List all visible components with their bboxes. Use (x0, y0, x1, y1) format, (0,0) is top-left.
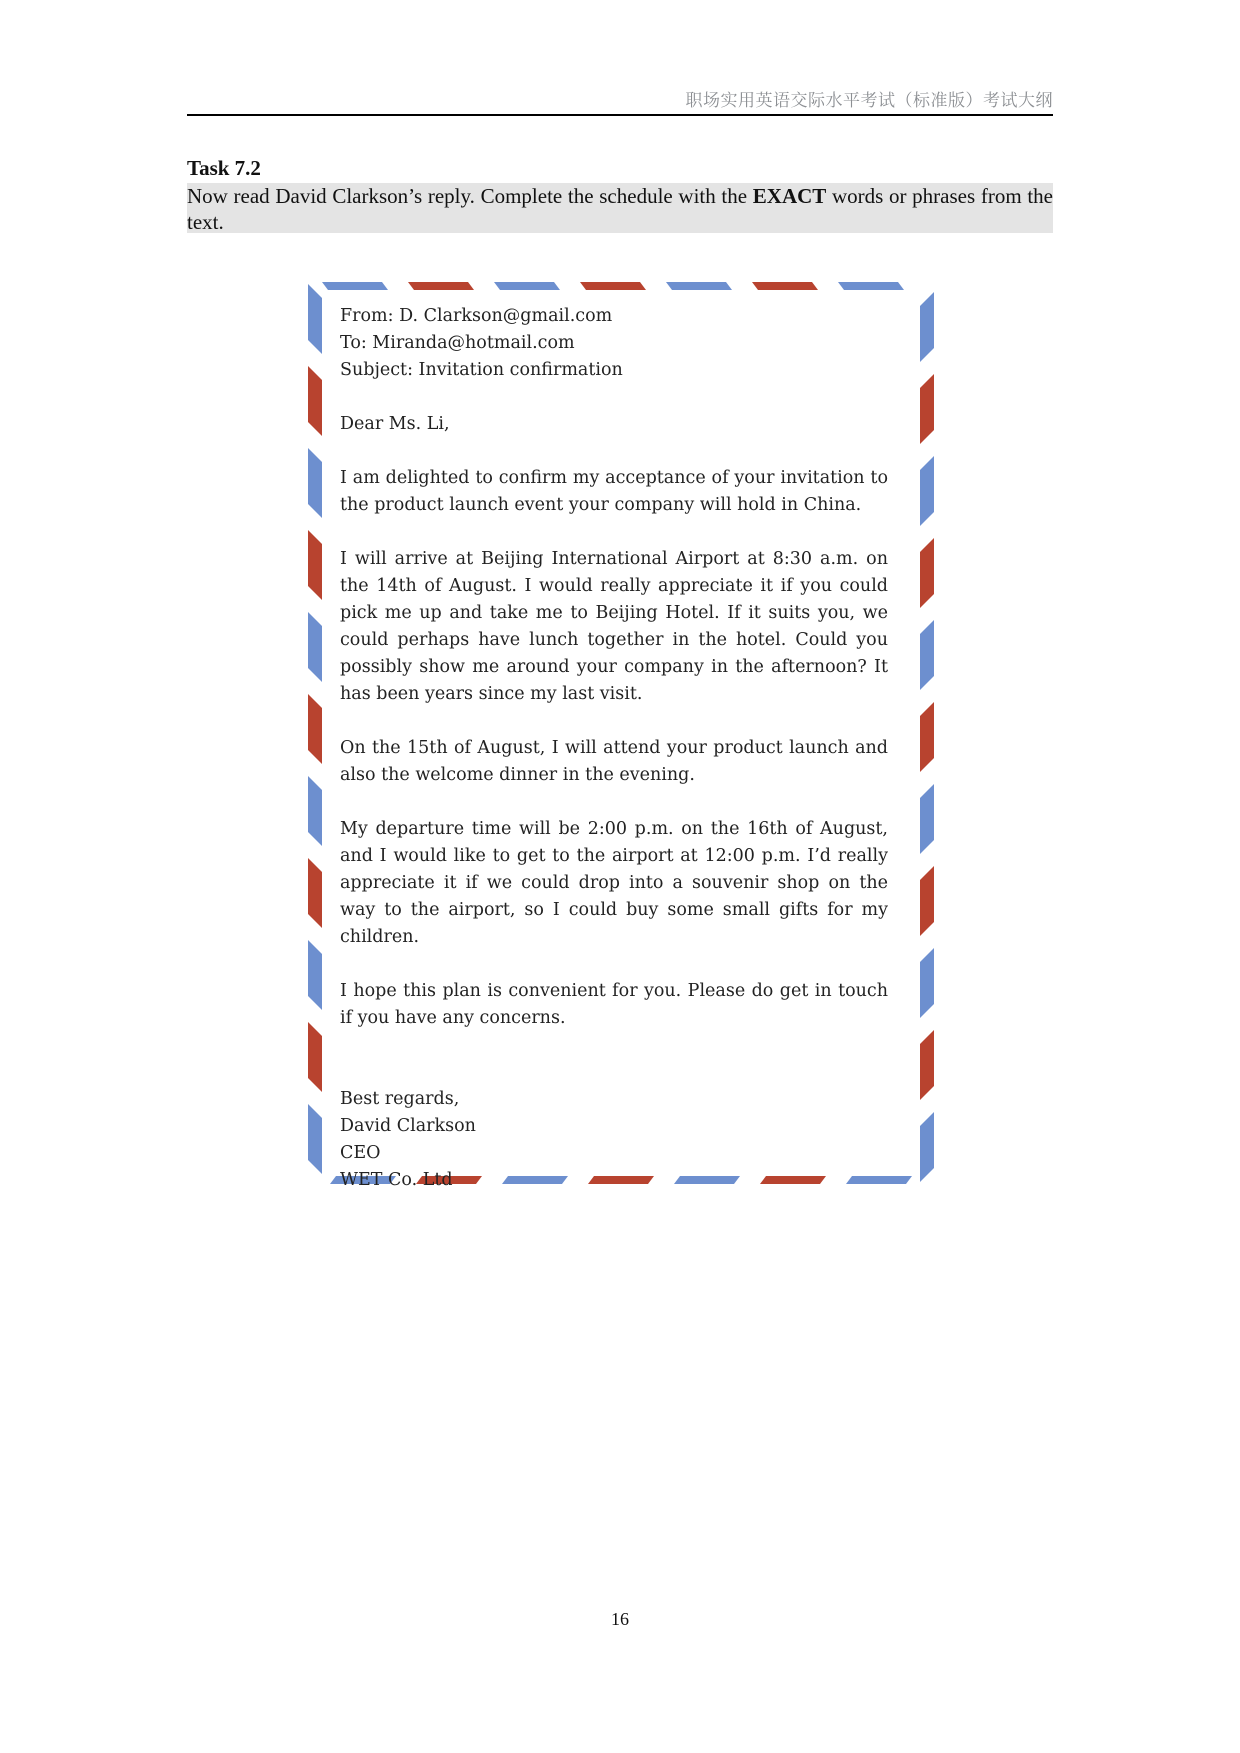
left-border-stripe (308, 448, 322, 518)
right-border-stripe (920, 702, 934, 772)
letter-paragraph: On the 15th of August, I will attend your product launch and also the welcome dinner in the evening. (340, 738, 888, 785)
top-border-stripe (408, 282, 474, 290)
right-border-stripe (920, 538, 934, 608)
left-border-stripe (308, 366, 322, 436)
letter-paragraph: My departure time will be 2:00 p.m. on the 16th of August, and I would like to get to the airport at 12:00 p.m. I’d really appreciate it if we could drop into a souvenir shop on the way to the airport, so I could buy some small gifts for my children. (340, 819, 888, 947)
right-border-stripe (920, 784, 934, 854)
right-border-stripe (920, 620, 934, 690)
signer-name: David Clarkson (340, 1116, 476, 1136)
right-border-stripe (920, 1030, 934, 1100)
top-border-stripe (752, 282, 818, 290)
left-border-stripe (308, 530, 322, 600)
top-border-stripe (322, 282, 388, 290)
letter-paragraph: I hope this plan is convenient for you. Please do get in touch if you have any concerns. (340, 981, 888, 1028)
closing: Best regards, (340, 1089, 460, 1109)
right-border-stripe (920, 292, 934, 362)
instruction-emphasis: EXACT (752, 184, 827, 208)
signer-company: WET Co. Ltd (340, 1170, 453, 1190)
left-border-stripe (308, 1104, 322, 1174)
header-title: 职场实用英语交际水平考试（标准版）考试大纲 (685, 91, 1053, 111)
email-letter (340, 303, 888, 1194)
left-border-stripe (308, 858, 322, 928)
task-title: Task 7.2 (187, 156, 261, 180)
right-border-stripe (920, 866, 934, 936)
left-border-stripe (308, 1022, 322, 1092)
salutation: Dear Ms. Li, (340, 414, 450, 434)
left-border-stripe (308, 776, 322, 846)
top-border-stripe (666, 282, 732, 290)
top-border-stripe (494, 282, 560, 290)
left-border-stripe (308, 284, 322, 354)
email-from: From: D. Clarkson@gmail.com (340, 306, 613, 326)
instruction-text-end: words or phrases from the text. (187, 184, 1054, 234)
top-border-stripe (580, 282, 646, 290)
email-to: To: Miranda@hotmail.com (340, 333, 575, 353)
signature-block (340, 1086, 888, 1194)
email-header (340, 303, 888, 384)
email-subject: Subject: Invitation confirmation (340, 360, 623, 380)
letter-paragraph: I will arrive at Beijing International Airport at 8:30 a.m. on the 14th of August. I would really appreciate it if you could pick me up and take me to Beijing Hotel. If it suits you, we could perhaps have lunch together in the hotel. Could you possibly show me around your company in the afternoon? It has been years since my last visit. (340, 549, 888, 704)
right-border-stripe (920, 1112, 934, 1182)
letter-paragraph: I am delighted to confirm my acceptance of your invitation to the product launch event your company will hold in China. (340, 468, 888, 515)
left-border-stripe (308, 940, 322, 1010)
top-border-stripe (838, 282, 904, 290)
instruction-text-start: Now read David Clarkson’s reply. Complete the schedule with the (187, 184, 753, 208)
left-border-stripe (308, 694, 322, 764)
signer-position: CEO (340, 1143, 381, 1163)
left-border-stripe (308, 612, 322, 682)
task-instruction (187, 183, 1053, 233)
header-rule (187, 114, 1053, 116)
right-border-stripe (920, 456, 934, 526)
right-border-stripe (920, 948, 934, 1018)
right-border-stripe (920, 374, 934, 444)
page-number: 16 (611, 1609, 629, 1629)
